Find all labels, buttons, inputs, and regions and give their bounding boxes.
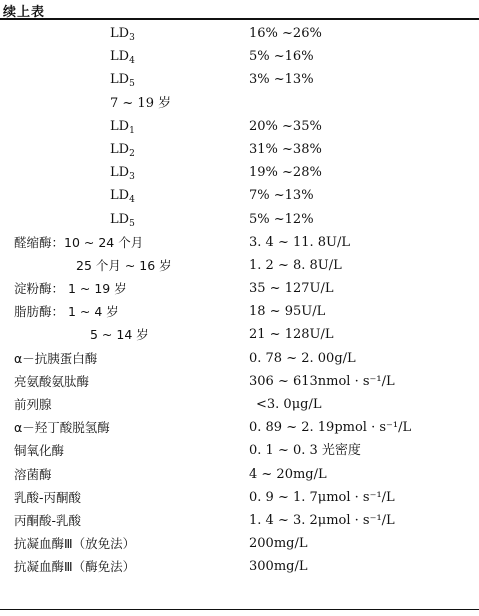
- row-value: 31% ~38%: [249, 141, 322, 157]
- row-value: 5% ~16%: [249, 49, 314, 65]
- row-label: 抗凝血酶Ⅲ（放免法）: [14, 536, 136, 552]
- table-row: [0, 68, 479, 91]
- row-value: 20% ~35%: [249, 118, 322, 134]
- row-label: 丙酮酸-乳酸: [14, 512, 82, 528]
- row-label: $LD_4$: [110, 188, 135, 206]
- row-value: 300mg/L: [249, 559, 308, 575]
- bottom-rule: [0, 609, 479, 610]
- table-row: [0, 393, 479, 416]
- row-label: 醛缩酶：10 ~ 24 个月: [14, 234, 144, 250]
- row-label: 抗凝血酶Ⅲ（酶免法）: [14, 559, 136, 575]
- table-row: [0, 184, 479, 207]
- row-value: 0. 78 ~ 2. 00g/L: [249, 350, 356, 366]
- table-row: [0, 486, 479, 509]
- row-value: 21 ~ 128U/L: [249, 327, 334, 343]
- row-label: 亮氨酸氨肽酶: [14, 373, 90, 389]
- row-value: 35 ~ 127U/L: [249, 281, 334, 297]
- table-row: [0, 555, 479, 578]
- row-label: 乳酸-丙酮酸: [14, 489, 82, 505]
- row-label: 5 ~ 14 岁: [90, 327, 149, 343]
- row-value: 306 ~ 613nmol · s⁻¹/L: [249, 373, 395, 389]
- row-value: 7% ~13%: [249, 188, 314, 204]
- row-label: $LD_1$: [110, 118, 135, 136]
- row-value: 4 ~ 20mg/L: [249, 466, 327, 482]
- row-value: 200mg/L: [249, 536, 308, 552]
- row-value: 1. 2 ~ 8. 8U/L: [249, 257, 342, 273]
- table-row: [0, 92, 479, 115]
- row-label: α－羟丁酸脱氢酶: [14, 420, 110, 436]
- table-row: [0, 138, 479, 161]
- row-value: 16% ~26%: [249, 26, 322, 41]
- table-row: [0, 22, 479, 45]
- table-row: [0, 347, 479, 370]
- top-rule: [0, 18, 479, 20]
- table-row: [0, 416, 479, 439]
- row-value: 3% ~13%: [249, 72, 314, 88]
- row-value: <3. 0μg/L: [256, 397, 322, 412]
- row-label: 淀粉酶： 1 ~ 19 岁: [14, 281, 127, 297]
- row-label: $LD_5$: [110, 72, 135, 90]
- row-label: 25 个月 ~ 16 岁: [76, 257, 172, 273]
- row-label: $LD_3$: [110, 26, 135, 43]
- row-value: 0. 9 ~ 1. 7μmol · s⁻¹/L: [249, 489, 395, 505]
- row-label: $LD_2$: [110, 141, 135, 159]
- table-row: [0, 439, 479, 462]
- table-row: [0, 300, 479, 323]
- row-label: 脂肪酶： 1 ~ 4 岁: [14, 304, 119, 320]
- row-label: $LD_5$: [110, 211, 135, 229]
- table-row: [0, 231, 479, 254]
- row-value: 18 ~ 95U/L: [249, 304, 326, 320]
- row-label: 7 ~ 19 岁: [110, 95, 172, 111]
- row-value: 19% ~28%: [249, 165, 322, 181]
- row-label: $LD_3$: [110, 165, 135, 183]
- row-value: 3. 4 ~ 11. 8U/L: [249, 234, 351, 250]
- row-value: 5% ~12%: [249, 211, 314, 227]
- row-value: 1. 4 ~ 3. 2μmol · s⁻¹/L: [249, 512, 395, 528]
- table-row: [0, 509, 479, 532]
- row-value: 0. 1 ~ 0. 3 光密度: [249, 443, 361, 459]
- reference-table: [0, 22, 479, 579]
- row-label: 溶菌酶: [14, 466, 52, 482]
- row-value: 0. 89 ~ 2. 19pmol · s⁻¹/L: [249, 420, 412, 436]
- table-row: [0, 254, 479, 277]
- table-row: [0, 370, 479, 393]
- table-row: [0, 115, 479, 138]
- table-row: [0, 323, 479, 346]
- table-row: [0, 208, 479, 231]
- row-label: 铜氧化酶: [14, 443, 65, 459]
- row-label: 前列腺: [14, 397, 52, 412]
- table-row: [0, 45, 479, 68]
- table-caption: 续上表: [3, 5, 46, 20]
- table-row: [0, 277, 479, 300]
- table-row: [0, 463, 479, 486]
- row-label: $LD_4$: [110, 49, 135, 67]
- table-row: [0, 161, 479, 184]
- row-label: α－抗胰蛋白酶: [14, 350, 98, 366]
- table-row: [0, 532, 479, 555]
